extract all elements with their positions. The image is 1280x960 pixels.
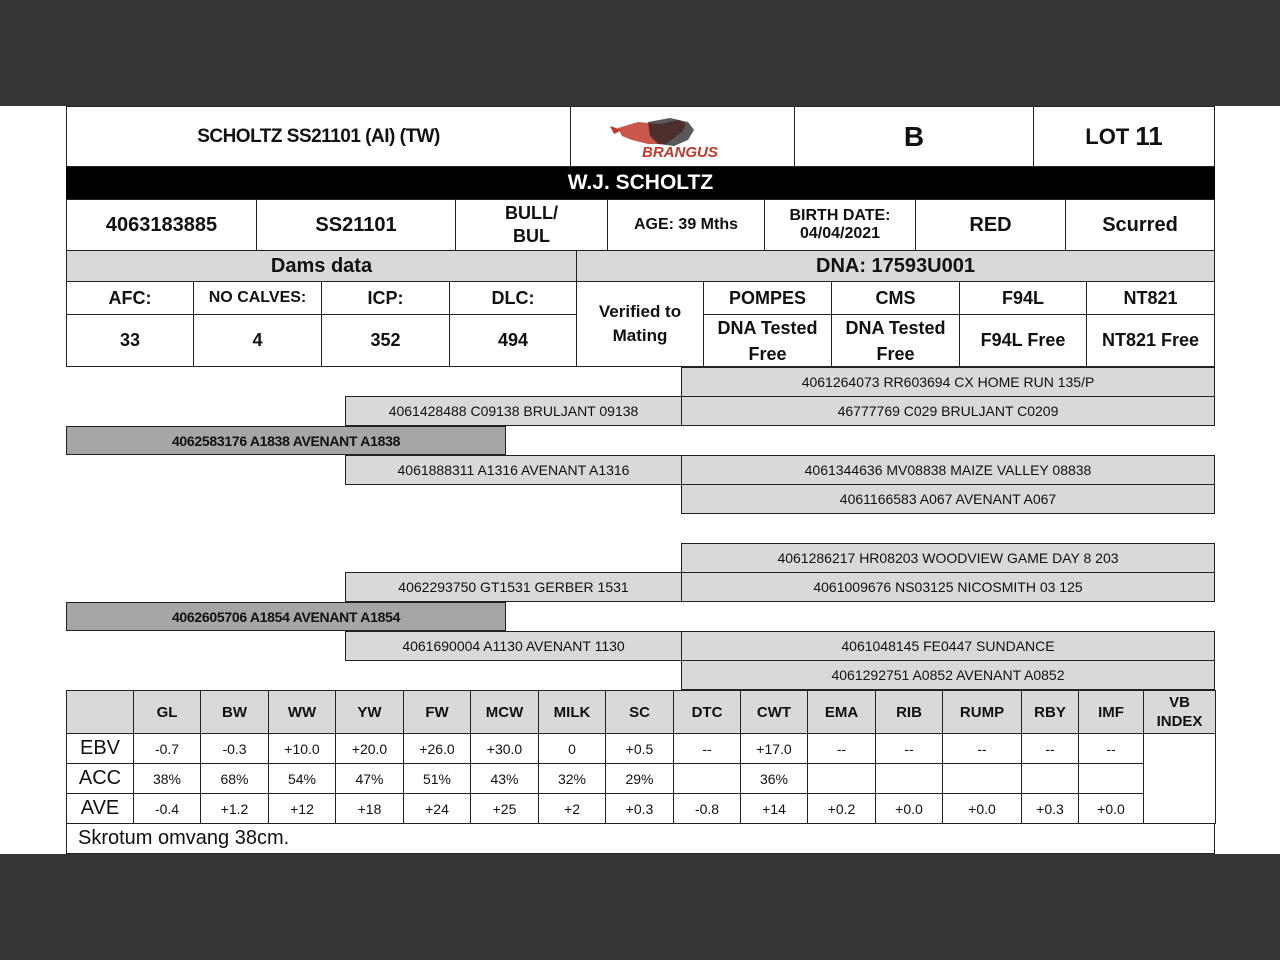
- ebv-cell: --: [876, 734, 943, 764]
- icp-value-text: 352: [370, 330, 401, 350]
- horn-cell: [1065, 199, 1215, 251]
- comment-box: [66, 823, 1215, 854]
- animal-name-text: SCHOLTZ SS21101 (AI) (TW): [197, 125, 440, 147]
- acc-cell: [943, 764, 1022, 794]
- ebv-header-cell: EMA: [808, 691, 876, 734]
- acc-row-label: ACC: [67, 764, 134, 794]
- acc-cell: 29%: [606, 764, 674, 794]
- afc-label: [66, 281, 194, 315]
- dlc-value-text: 494: [497, 330, 529, 350]
- pedigree-sire-sire: 4061428488 C09138 BRULJANT 09138: [345, 396, 682, 426]
- ebv-header-cell: DTC: [674, 691, 741, 734]
- calves-label-text: NO CALVES:: [208, 289, 307, 306]
- bull-logo-icon: [608, 114, 758, 160]
- verified-cell: [576, 281, 704, 367]
- ebv-cell: 0: [539, 734, 606, 764]
- reg-number: [66, 199, 257, 251]
- pompes-value: [703, 314, 832, 367]
- pedigree-sire-dam-sire: 4061344636 MV08838 MAIZE VALLEY 08838: [681, 455, 1215, 485]
- ave-cell: -0.8: [674, 794, 741, 824]
- ebv-row-label: EBV: [67, 734, 134, 764]
- acc-cell: [674, 764, 741, 794]
- calves-value-text: 4: [252, 330, 263, 350]
- lot-cell: [1033, 106, 1215, 167]
- acc-cell: [876, 764, 943, 794]
- acc-cell: [1079, 764, 1144, 794]
- ebv-header-cell: IMF: [1079, 691, 1144, 734]
- pompes-label: [703, 281, 832, 315]
- ebv-header-cell: RBY: [1022, 691, 1079, 734]
- acc-row: [67, 764, 1216, 794]
- nt821-value-text: NT821 Free: [1101, 330, 1200, 350]
- ave-cell: +0.0: [1079, 794, 1144, 824]
- pedigree-sire-sire-sire: 4061264073 RR603694 CX HOME RUN 135/P: [681, 367, 1215, 397]
- ebv-cell: -0.3: [201, 734, 269, 764]
- tattoo: [256, 199, 456, 251]
- sex-text: BULL/ BUL: [505, 203, 558, 246]
- age-cell: [607, 199, 765, 251]
- ebv-cell: -0.7: [134, 734, 201, 764]
- ebv-header-cell: YW: [336, 691, 404, 734]
- pedigree-dam-dam-sire: 4061048145 FE0447 SUNDANCE: [681, 631, 1215, 661]
- acc-cell: 54%: [269, 764, 336, 794]
- cms-value-text: DNA Tested Free: [845, 317, 946, 364]
- nt821-label: [1086, 281, 1215, 315]
- ebv-header-cell: RUMP: [943, 691, 1022, 734]
- breeder-bar: [66, 167, 1215, 199]
- ave-cell: +18: [336, 794, 404, 824]
- ebv-cell: --: [674, 734, 741, 764]
- horn-text: Scurred: [1102, 213, 1178, 236]
- ebv-cell: +26.0: [404, 734, 471, 764]
- icp-label: [321, 281, 450, 315]
- ebv-header-row: [67, 691, 1216, 734]
- ebv-cell: --: [808, 734, 876, 764]
- pompes-value-text: DNA Tested Free: [717, 317, 818, 364]
- ebv-cell: +30.0: [471, 734, 539, 764]
- ebv-row: [67, 734, 1216, 764]
- dams-data-title: [66, 250, 577, 282]
- dlc-value: [449, 314, 577, 367]
- ave-cell: +2: [539, 794, 606, 824]
- ebv-header-cell: MILK: [539, 691, 606, 734]
- acc-cell: [1022, 764, 1079, 794]
- ave-cell: +0.0: [943, 794, 1022, 824]
- pedigree-dam-dam: 4061690004 A1130 AVENANT 1130: [345, 631, 682, 661]
- ave-cell: +12: [269, 794, 336, 824]
- nt821-label-text: NT821: [1123, 287, 1178, 308]
- cms-label: [831, 281, 960, 315]
- calves-value: [193, 314, 322, 367]
- nt821-value: [1086, 314, 1215, 367]
- icp-label-text: ICP:: [367, 287, 404, 308]
- f94l-value: [959, 314, 1087, 367]
- acc-cell: [808, 764, 876, 794]
- svg-text:BRANGUS: BRANGUS: [641, 143, 718, 160]
- ebv-cell: +0.5: [606, 734, 674, 764]
- dna-title: [576, 250, 1215, 282]
- grade-text: B: [903, 120, 925, 152]
- ave-cell: +0.0: [876, 794, 943, 824]
- ave-row: [67, 794, 1216, 824]
- f94l-value-text: F94L Free: [980, 330, 1066, 350]
- ave-cell: +14: [741, 794, 808, 824]
- pedigree-dam-sire: 4062293750 GT1531 GERBER 1531: [345, 572, 682, 602]
- color-cell: [915, 199, 1066, 251]
- dams-data-title-text: Dams data: [270, 254, 373, 277]
- color-text: RED: [969, 213, 1012, 236]
- brangus-logo: [570, 106, 795, 167]
- acc-cell: 38%: [134, 764, 201, 794]
- ave-cell: +1.2: [201, 794, 269, 824]
- ebv-cell: +17.0: [741, 734, 808, 764]
- afc-label-text: AFC:: [108, 287, 152, 308]
- ave-cell: +0.3: [606, 794, 674, 824]
- ave-cell: -0.4: [134, 794, 201, 824]
- f94l-label-text: F94L: [1001, 287, 1044, 308]
- ebv-header-cell: MCW: [471, 691, 539, 734]
- comment-text: Skrotum omvang 38cm.: [78, 827, 290, 849]
- ebv-header-cell: RIB: [876, 691, 943, 734]
- ebv-header-cell: SC: [606, 691, 674, 734]
- grade-cell: [794, 106, 1034, 167]
- tattoo-text: SS21101: [315, 213, 397, 236]
- afc-value-text: 33: [119, 330, 141, 350]
- verified-text: Verified to Mating: [598, 302, 682, 345]
- ave-cell: +25: [471, 794, 539, 824]
- dlc-label: [449, 281, 577, 315]
- ave-cell: +24: [404, 794, 471, 824]
- vb-index-value: [1144, 734, 1216, 824]
- sex-cell: [455, 199, 608, 251]
- acc-cell: 36%: [741, 764, 808, 794]
- ave-row-label: AVE: [67, 794, 134, 824]
- dlc-label-text: DLC:: [491, 287, 535, 308]
- ebv-cell: --: [1022, 734, 1079, 764]
- ebv-cell: +10.0: [269, 734, 336, 764]
- age-text: AGE: 39 Mths: [633, 216, 738, 233]
- birth-date-cell: [764, 199, 916, 251]
- pedigree-sire-sire-dam: 46777769 C029 BRULJANT C0209: [681, 396, 1215, 426]
- reg-number-text: 4063183885: [105, 213, 218, 236]
- ebv-header-cell: [67, 691, 134, 734]
- lot-label: LOT: [1085, 123, 1130, 149]
- ebv-header-vb-index: VB INDEX: [1144, 691, 1216, 734]
- lot-number: 11: [1135, 121, 1163, 151]
- ave-cell: +0.2: [808, 794, 876, 824]
- ave-cell: +0.3: [1022, 794, 1079, 824]
- f94l-label: [959, 281, 1087, 315]
- dna-title-text: DNA: 17593U001: [816, 254, 975, 277]
- ebv-header-cell: CWT: [741, 691, 808, 734]
- pedigree-dam-sire-dam: 4061009676 NS03125 NICOSMITH 03 125: [681, 572, 1215, 602]
- icp-value: [321, 314, 450, 367]
- pedigree-sire-dam-dam: 4061166583 A067 AVENANT A067: [681, 484, 1215, 514]
- ebv-cell: --: [943, 734, 1022, 764]
- ebv-header-cell: GL: [134, 691, 201, 734]
- ebv-table: [66, 690, 1216, 824]
- ebv-header-cell: FW: [404, 691, 471, 734]
- acc-cell: 51%: [404, 764, 471, 794]
- birth-date-value: 04/04/2021: [799, 225, 881, 242]
- pedigree-dam: 4062605706 A1854 AVENANT A1854: [66, 602, 506, 631]
- acc-cell: 47%: [336, 764, 404, 794]
- afc-value: [66, 314, 194, 367]
- pedigree-sire: 4062583176 A1838 AVENANT A1838: [66, 426, 506, 455]
- acc-cell: 43%: [471, 764, 539, 794]
- cms-label-text: CMS: [875, 287, 916, 308]
- ebv-cell: --: [1079, 734, 1144, 764]
- animal-name: [66, 106, 571, 167]
- birth-date-label: BIRTH DATE:: [789, 207, 891, 224]
- pedigree-sire-dam: 4061888311 A1316 AVENANT A1316: [345, 455, 682, 485]
- pedigree-dam-sire-sire: 4061286217 HR08203 WOODVIEW GAME DAY 8 203: [681, 543, 1215, 573]
- cms-value: [831, 314, 960, 367]
- acc-cell: 68%: [201, 764, 269, 794]
- ebv-cell: +20.0: [336, 734, 404, 764]
- catalogue-page: [0, 106, 1280, 854]
- breeder-name: W.J. SCHOLTZ: [567, 171, 714, 194]
- acc-cell: 32%: [539, 764, 606, 794]
- ebv-header-cell: BW: [201, 691, 269, 734]
- calves-label: [193, 281, 322, 315]
- pedigree-dam-dam-dam: 4061292751 A0852 AVENANT A0852: [681, 660, 1215, 690]
- ebv-header-cell: WW: [269, 691, 336, 734]
- pompes-label-text: POMPES: [728, 287, 807, 308]
